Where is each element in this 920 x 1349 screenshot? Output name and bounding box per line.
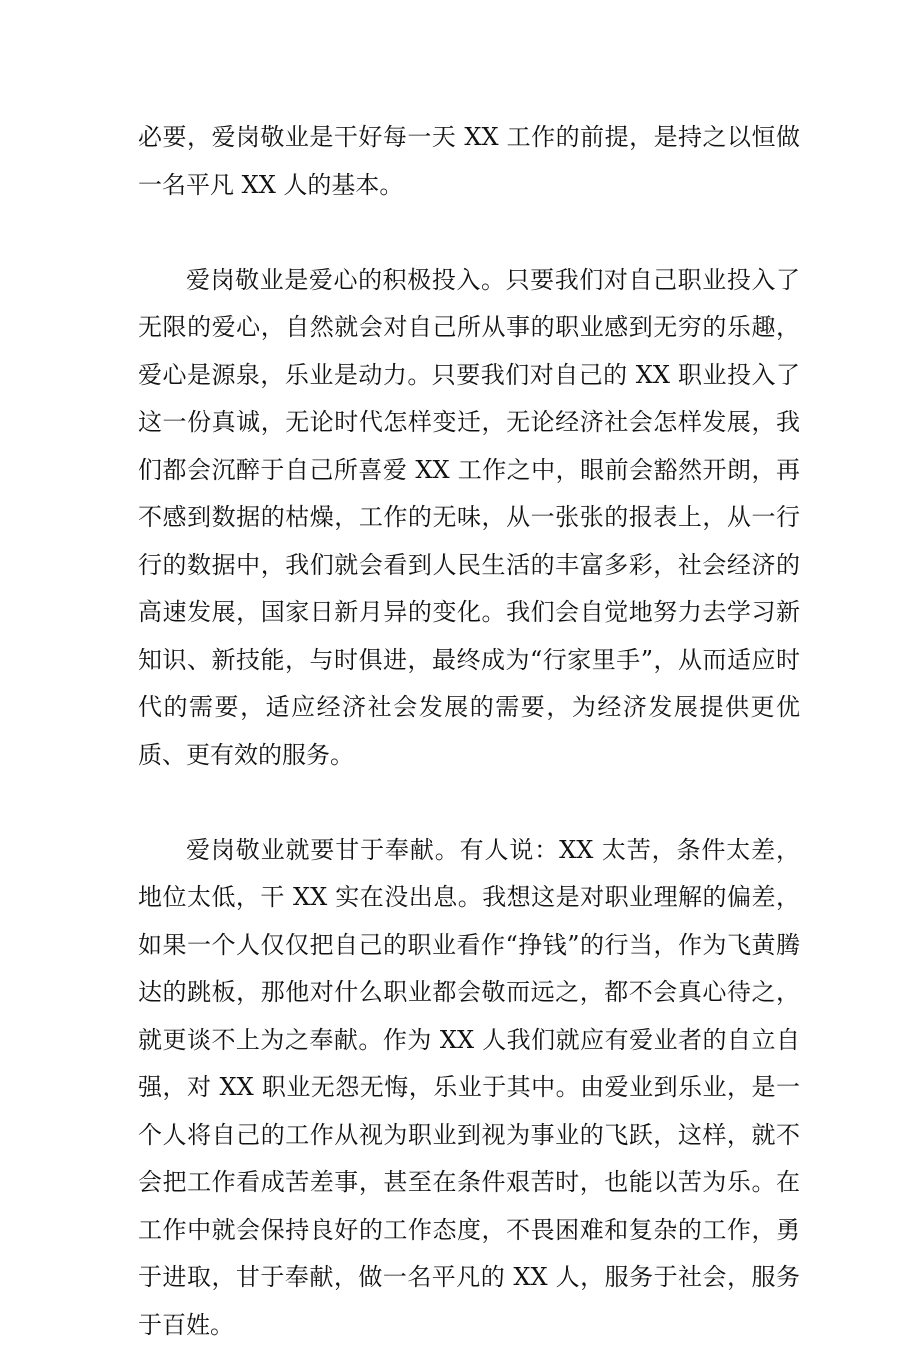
paragraph-1: 必要，爱岗敬业是干好每一天 XX 工作的前提，是持之以恒做一名平凡 XX 人的基本。 — [138, 114, 800, 209]
paragraph-3: 爱岗敬业就要甘于奉献。有人说：XX 太苦，条件太差，地位太低，干 XX 实在没出息。我想这是对职业理解的偏差，如果一个人仅仅把自己的职业看作“挣钱”的行当，作为飞黄腾达的跳板，那他对什么职业都会敬而远之，都不会真心待之，就更谈不上为之奉献。作为 XX 人我们就应有爱业者的自立自强，对 XX 职业无怨无悔，乐业于其中。由爱业到乐业，是一个人将自己的工作从视为职业到视为事业的飞跃，这样，就不会把工作看成苦差事，甚至在条件艰苦时，也能以苦为乐。在工作中就会保持良好的工作态度，不畏困难和复杂的工作，勇于进取，甘于奉献，做一名平凡的 XX 人，服务于社会，服务于百姓。 — [138, 827, 800, 1349]
paragraph-gap — [138, 209, 800, 257]
paragraph-gap — [138, 779, 800, 827]
paragraph-2: 爱岗敬业是爱心的积极投入。只要我们对自己职业投入了无限的爱心，自然就会对自己所从事的职业感到无穷的乐趣，爱心是源泉，乐业是动力。只要我们对自己的 XX 职业投入了这一份真诚，无论时代怎样变迁，无论经济社会怎样发展，我们都会沉醉于自己所喜爱 XX 工作之中，眼前会豁然开朗，再不感到数据的枯燥，工作的无味，从一张张的报表上，从一行行的数据中，我们就会看到人民生活的丰富多彩，社会经济的高速发展，国家日新月异的变化。我们会自觉地努力去学习新知识、新技能，与时俱进，最终成为“行家里手”，从而适应时代的需要，适应经济社会发展的需要，为经济发展提供更优质、更有效的服务。 — [138, 257, 800, 780]
document-page — [138, 114, 800, 1349]
